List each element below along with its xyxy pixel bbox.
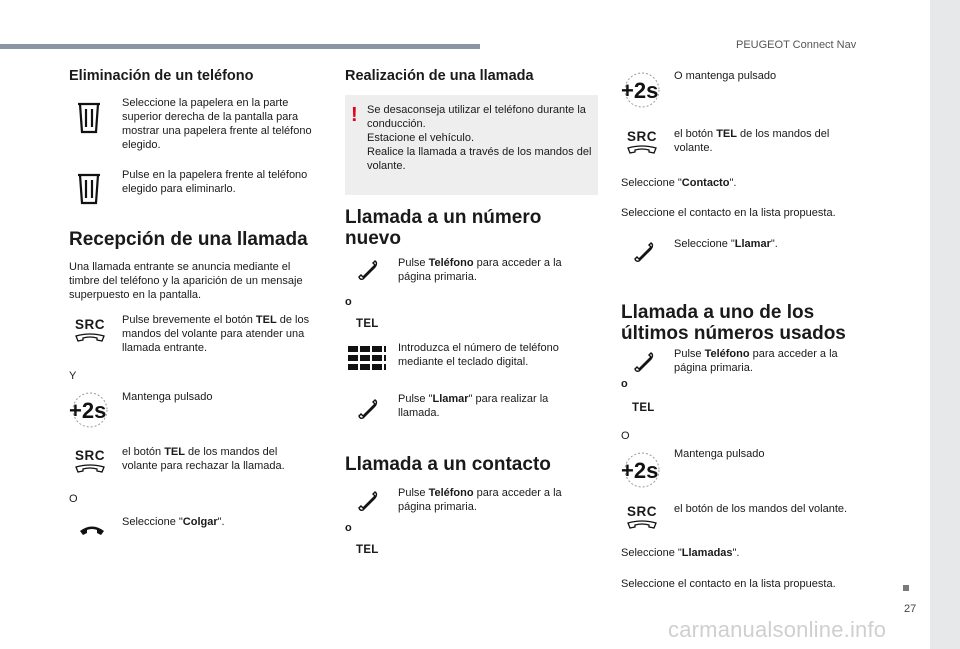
src-label: SRC <box>626 129 657 144</box>
phone-handset-icon <box>70 333 110 345</box>
src-label: SRC <box>74 448 105 463</box>
trash-icon <box>77 102 101 134</box>
phone-icon <box>356 489 380 513</box>
title-new-number: Llamada a un número nuevo <box>345 207 542 249</box>
title-contact-call: Llamada a un contacto <box>345 454 551 475</box>
phone-text: Pulse Teléfono para acceder a la página primaria. <box>398 257 562 283</box>
select-in-list-text: Seleccione el contacto en la lista propuesta. <box>621 207 836 219</box>
steering-button-text: el botón de los mandos del volante. <box>674 503 848 515</box>
keypad-icon <box>348 346 386 372</box>
src-steering-icon <box>622 130 662 162</box>
warning-icon: ! <box>351 104 358 126</box>
keypad-text: Introduzca el número de teléfono mediante el teclado digital. <box>398 342 559 368</box>
warning-text: Se desaconseja utilizar el teléfono durante la conducción. Estacione el vehículo. Realice la llamada a través de los mandos del volante. <box>367 104 592 172</box>
select-contact-text: Seleccione "Contacto". <box>621 177 737 189</box>
phone-icon <box>632 240 656 264</box>
src-steering-icon <box>70 449 110 481</box>
watermark: carmanualsonline.info <box>668 617 887 642</box>
src-steering-icon <box>622 505 662 537</box>
continue-marker <box>903 585 909 591</box>
phone-handset-icon <box>70 464 110 476</box>
reject-text: el botón TEL de los mandos del volante para rechazar la llamada. <box>122 446 285 472</box>
receive-step-1: Pulse brevemente el botón TEL de los mandos del volante para atender una llamada entrante. <box>122 314 310 354</box>
hold-2s-icon <box>68 390 110 430</box>
src-steering-icon <box>70 318 110 350</box>
hold-2s-icon <box>620 450 662 490</box>
select-calls-text: Seleccione "Llamadas". <box>621 547 740 559</box>
conjunction-o: O <box>69 493 78 505</box>
conjunction-y: Y <box>69 370 77 382</box>
header-brand: PEUGEOT Connect Nav <box>736 39 857 51</box>
delete-text-1: Seleccione la papelera en la parte superior derecha de la pantalla para mostrar una papelera frente al teléfono elegido. <box>122 97 312 151</box>
title-receive-call: Recepción de una llamada <box>69 229 308 250</box>
svg-text:+2s: +2s <box>621 458 659 483</box>
page-edge-band <box>930 0 960 649</box>
phone-icon <box>632 350 656 374</box>
svg-text:+2s: +2s <box>69 398 107 423</box>
hold-2s-icon <box>620 70 662 110</box>
tel-button-label: TEL <box>632 402 655 414</box>
phone-icon <box>356 397 380 421</box>
phone-text-3: Pulse Teléfono para acceder a la página primaria. <box>674 348 838 374</box>
tel-button-label: TEL <box>356 318 379 330</box>
phone-text-2: Pulse Teléfono para acceder a la página primaria. <box>398 487 562 513</box>
select-in-list-text-2: Seleccione el contacto en la lista propuesta. <box>621 578 836 590</box>
src-label: SRC <box>74 317 105 332</box>
trash-icon <box>77 173 101 205</box>
title-delete-phone: Eliminación de un teléfono <box>69 68 254 84</box>
phone-handset-icon <box>622 520 662 532</box>
conjunction-o: o <box>345 296 352 308</box>
select-call-text: Seleccione "Llamar". <box>674 238 778 250</box>
conjunction-O: O <box>621 430 630 442</box>
hold-press-text-2: Mantenga pulsado <box>674 448 765 460</box>
receive-intro: Una llamada entrante se anuncia mediante el timbre del teléfono y la aparición de un mensaje superpuesto en la pantalla. <box>69 261 303 301</box>
hangup-text: Seleccione "Colgar". <box>122 516 225 528</box>
conjunction-o-2: o <box>345 522 352 534</box>
hold-press-text: Mantenga pulsado <box>122 391 213 403</box>
phone-icon <box>356 258 380 282</box>
phone-handset-icon <box>622 145 662 157</box>
src-button-text: el botón TEL de los mandos del volante. <box>674 128 830 154</box>
delete-text-2: Pulse en la papelera frente al teléfono elegido para eliminarlo. <box>122 169 308 195</box>
title-make-call: Realización de una llamada <box>345 68 534 84</box>
call-text: Pulse "Llamar" para realizar la llamada. <box>398 393 549 419</box>
src-label: SRC <box>626 504 657 519</box>
hang-up-icon <box>78 523 106 537</box>
conjunction-o: o <box>621 378 628 390</box>
page-number: 27 <box>904 603 917 615</box>
svg-text:+2s: +2s <box>621 78 659 103</box>
tel-button-label-2: TEL <box>356 544 379 556</box>
title-recent-numbers: Llamada a uno de los últimos números usados <box>621 302 846 344</box>
hold-press-text: O mantenga pulsado <box>674 70 777 82</box>
header-rule <box>0 44 480 49</box>
